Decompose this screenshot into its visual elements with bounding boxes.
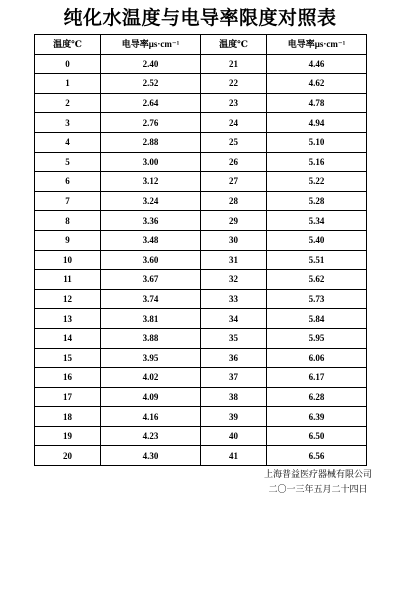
conductivity-cell: 6.17 — [267, 368, 367, 388]
temperature-cell: 25 — [201, 132, 267, 152]
table-row — [35, 348, 367, 368]
document-footer — [264, 468, 372, 498]
header-conductivity-right: 电导率μs·cm⁻¹ — [267, 35, 367, 55]
conductivity-cell: 6.28 — [267, 387, 367, 407]
temperature-cell: 40 — [201, 426, 267, 446]
temperature-cell: 21 — [201, 54, 267, 74]
conductivity-cell: 3.36 — [101, 211, 201, 231]
document-title: 纯化水温度与电导率限度对照表 — [63, 7, 337, 29]
conductivity-cell: 2.64 — [101, 93, 201, 113]
table-row — [35, 74, 367, 94]
table-row — [35, 113, 367, 133]
temperature-cell: 18 — [35, 407, 101, 427]
document-date: 二〇一三年五月二十四日 — [268, 485, 368, 495]
table-body — [35, 54, 367, 465]
temperature-cell: 17 — [35, 387, 101, 407]
temperature-cell: 6 — [35, 172, 101, 192]
conductivity-cell: 3.74 — [101, 289, 201, 309]
temperature-cell: 1 — [35, 74, 101, 94]
temperature-cell: 15 — [35, 348, 101, 368]
table-row — [35, 93, 367, 113]
conductivity-cell: 4.62 — [267, 74, 367, 94]
temperature-cell: 5 — [35, 152, 101, 172]
temperature-cell: 37 — [201, 368, 267, 388]
temperature-cell: 14 — [35, 328, 101, 348]
conductivity-cell: 3.00 — [101, 152, 201, 172]
temperature-cell: 11 — [35, 270, 101, 290]
table-row — [35, 54, 367, 74]
conductivity-cell: 4.16 — [101, 407, 201, 427]
conductivity-cell: 6.56 — [267, 446, 367, 466]
temperature-cell: 32 — [201, 270, 267, 290]
conductivity-cell: 5.28 — [267, 191, 367, 211]
conductivity-cell: 3.48 — [101, 230, 201, 250]
conductivity-cell: 3.12 — [101, 172, 201, 192]
table-row — [35, 270, 367, 290]
table-row — [35, 426, 367, 446]
conductivity-cell: 6.50 — [267, 426, 367, 446]
temperature-cell: 38 — [201, 387, 267, 407]
temperature-cell: 24 — [201, 113, 267, 133]
conductivity-cell: 4.94 — [267, 113, 367, 133]
conductivity-cell: 4.30 — [101, 446, 201, 466]
conductivity-cell: 2.52 — [101, 74, 201, 94]
conductivity-cell: 2.40 — [101, 54, 201, 74]
conductivity-cell: 3.60 — [101, 250, 201, 270]
table-row — [35, 328, 367, 348]
conductivity-cell: 5.22 — [267, 172, 367, 192]
conductivity-cell: 5.10 — [267, 132, 367, 152]
conductivity-cell: 5.51 — [267, 250, 367, 270]
conductivity-cell: 5.16 — [267, 152, 367, 172]
temperature-cell: 16 — [35, 368, 101, 388]
header-temperature-left: 温度℃ — [35, 35, 101, 55]
conductivity-cell: 4.02 — [101, 368, 201, 388]
conductivity-cell: 2.88 — [101, 132, 201, 152]
temperature-cell: 26 — [201, 152, 267, 172]
conductivity-cell: 5.62 — [267, 270, 367, 290]
temperature-cell: 33 — [201, 289, 267, 309]
conductivity-cell: 5.73 — [267, 289, 367, 309]
table-row — [35, 152, 367, 172]
conductivity-cell: 4.78 — [267, 93, 367, 113]
table-row — [35, 407, 367, 427]
temperature-cell: 23 — [201, 93, 267, 113]
temperature-cell: 35 — [201, 328, 267, 348]
conductivity-cell: 3.24 — [101, 191, 201, 211]
conductivity-cell: 5.84 — [267, 309, 367, 329]
temperature-cell: 10 — [35, 250, 101, 270]
temperature-cell: 13 — [35, 309, 101, 329]
conductivity-cell: 5.95 — [267, 328, 367, 348]
conductivity-cell: 3.95 — [101, 348, 201, 368]
temperature-cell: 8 — [35, 211, 101, 231]
company-name: 上海普益医疗器械有限公司 — [263, 470, 372, 480]
temperature-cell: 28 — [201, 191, 267, 211]
conductivity-cell: 5.34 — [267, 211, 367, 231]
temperature-cell: 0 — [35, 54, 101, 74]
conductivity-cell: 3.81 — [101, 309, 201, 329]
temperature-cell: 41 — [201, 446, 267, 466]
temperature-cell: 20 — [35, 446, 101, 466]
conductivity-cell: 3.67 — [101, 270, 201, 290]
temperature-cell: 4 — [35, 132, 101, 152]
table-row — [35, 230, 367, 250]
temperature-cell: 29 — [201, 211, 267, 231]
table-row — [35, 211, 367, 231]
table-row — [35, 250, 367, 270]
conductivity-cell: 5.40 — [267, 230, 367, 250]
conductivity-cell: 4.09 — [101, 387, 201, 407]
temperature-cell: 31 — [201, 250, 267, 270]
temperature-cell: 7 — [35, 191, 101, 211]
table-row — [35, 446, 367, 466]
table-header-row — [35, 35, 367, 55]
temperature-cell: 12 — [35, 289, 101, 309]
header-temperature-right: 温度℃ — [201, 35, 267, 55]
temperature-cell: 22 — [201, 74, 267, 94]
conductivity-cell: 4.46 — [267, 54, 367, 74]
conductivity-cell: 2.76 — [101, 113, 201, 133]
temperature-cell: 3 — [35, 113, 101, 133]
table-row — [35, 132, 367, 152]
table-row — [35, 387, 367, 407]
header-conductivity-left: 电导率μs·cm⁻¹ — [101, 35, 201, 55]
table-row — [35, 309, 367, 329]
temperature-cell: 9 — [35, 230, 101, 250]
table-row — [35, 172, 367, 192]
temperature-cell: 34 — [201, 309, 267, 329]
table-row — [35, 191, 367, 211]
conductivity-cell: 3.88 — [101, 328, 201, 348]
temperature-cell: 30 — [201, 230, 267, 250]
temperature-cell: 27 — [201, 172, 267, 192]
table-row — [35, 289, 367, 309]
conductivity-cell: 6.39 — [267, 407, 367, 427]
conductivity-cell: 6.06 — [267, 348, 367, 368]
table-row — [35, 368, 367, 388]
conductivity-cell: 4.23 — [101, 426, 201, 446]
conductivity-reference-table — [34, 34, 367, 466]
temperature-cell: 36 — [201, 348, 267, 368]
temperature-cell: 19 — [35, 426, 101, 446]
temperature-cell: 2 — [35, 93, 101, 113]
temperature-cell: 39 — [201, 407, 267, 427]
